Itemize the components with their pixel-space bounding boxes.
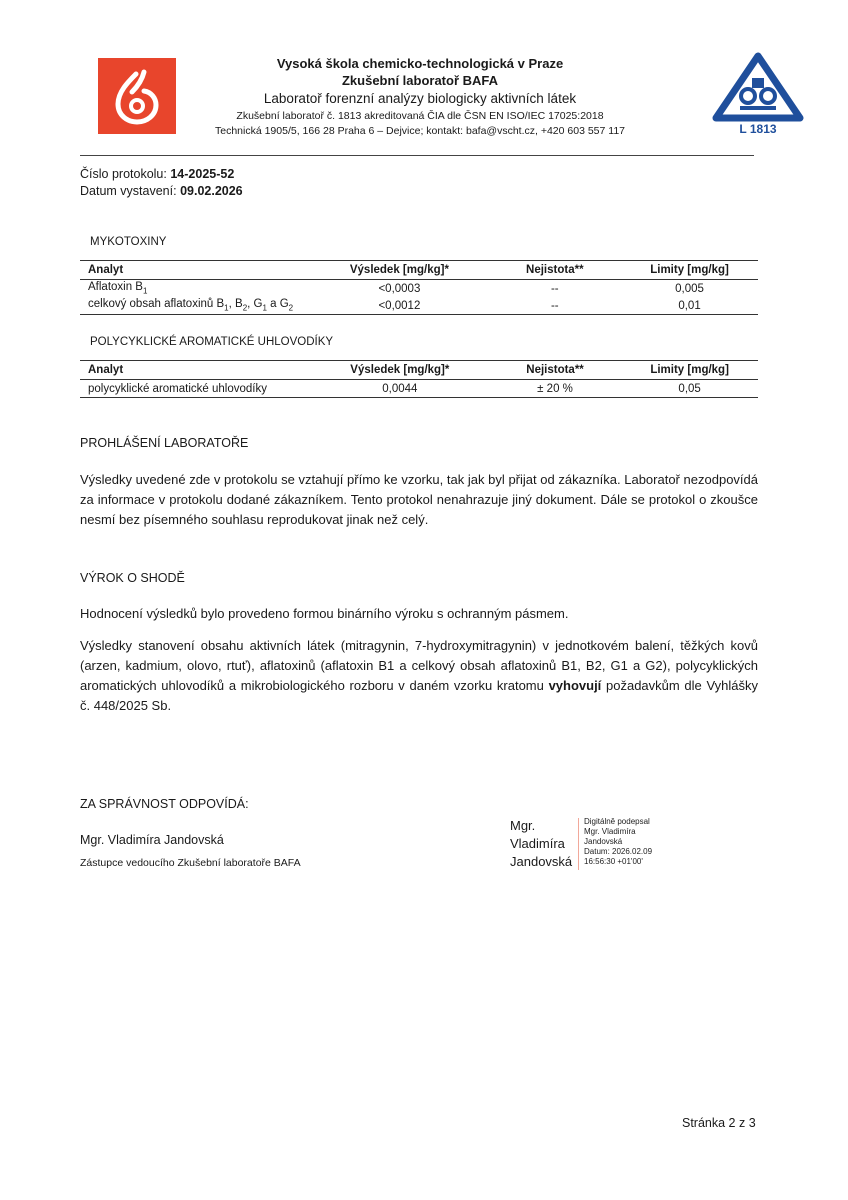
signature-details: Digitálně podepsal Mgr. Vladimíra Jandovská Datum: 2026.02.09 16:56:30 +01'00' xyxy=(584,817,653,866)
page-number: Stránka 2 z 3 xyxy=(682,1116,756,1130)
col-result: Výsledek [mg/kg]* xyxy=(311,361,489,380)
conformity-heading: VÝROK O SHODĚ xyxy=(80,571,185,585)
conformity-para1: Hodnocení výsledků bylo provedeno formou binárního výroku s ochranným pásmem. xyxy=(80,606,569,621)
uncertainty-cell: -- xyxy=(550,282,559,295)
pah-heading: POLYCYKLICKÉ AROMATICKÉ UHLOVODÍKY xyxy=(90,336,334,348)
col-analyte: Analyt xyxy=(80,361,311,380)
result-cell: 0,0044 xyxy=(311,380,489,398)
col-analyte: Analyt xyxy=(80,261,310,280)
signature-name: Mgr. Vladimíra Jandovská xyxy=(510,818,573,869)
header-block xyxy=(180,55,660,139)
cia-accreditation-icon xyxy=(712,52,804,136)
uncertainty-cell: -- xyxy=(489,297,622,315)
header-divider xyxy=(80,155,754,156)
signature-divider xyxy=(578,818,579,870)
mycotoxins-heading: MYKOTOXINY xyxy=(90,236,167,248)
conformity-para2: Výsledky stanovení obsahu aktivních látek (mitragynin, 7-hydroxymitragynin) v jednotkovém balení, těžkých kovů (arzen, kadmium, olovo, rtuť), aflatoxinů (aflatoxin B1 a celkový obsah aflatoxinů B1, B2, G1 a G2), polycyklických aromatických uhlovodíků a mikrobiologického rozboru v daném vzorku kratomu vyhovují požadavkům dle Vyhlášky č. 448/2025 Sb. xyxy=(80,638,758,713)
responsible-name: Mgr. Vladimíra Jandovská xyxy=(80,833,224,847)
table-row xyxy=(80,380,758,398)
table-header-row xyxy=(80,361,758,380)
limit-cell: 0,01 xyxy=(621,297,758,315)
declaration-text: Výsledky uvedené zde v protokolu se vztahují přímo ke vzorku, tak jak byl přijat od zákazníka. Laboratoř nezodpovídá za informace v protokolu dodané zákazníkem. Tento protokol nenahrazuje jiný dokument. Dále se protokol o zkoušce nesmí bez písemného souhlasu reprodukovat jinak než celý. xyxy=(80,472,758,527)
col-limit: Limity [mg/kg] xyxy=(621,361,758,380)
accreditation-logo xyxy=(712,52,804,136)
table-row xyxy=(80,297,758,315)
analyte-cell: celkový obsah aflatoxinů $B_1$, $B_2$, $G_1$ a $G_2$ xyxy=(80,297,310,315)
address-line: Technická 1905/5, 166 28 Praha 6 – Dejvice; kontakt: bafa@vscht.cz, +420 603 557 117 xyxy=(214,125,626,137)
vscht-logo xyxy=(98,58,176,134)
table-header-row xyxy=(80,261,758,280)
result-cell: <0,0012 xyxy=(310,297,488,315)
svg-text:L 1813: L 1813 xyxy=(739,122,777,136)
limit-cell: 0,005 xyxy=(675,282,704,295)
analyte-cell: Aflatoxin $B_1$ xyxy=(88,281,148,296)
col-uncertainty: Nejistota** xyxy=(489,261,622,280)
university-name: Vysoká škola chemicko-technologická v Praze xyxy=(276,56,564,71)
col-result: Výsledek [mg/kg]* xyxy=(310,261,488,280)
table-row xyxy=(80,280,758,298)
issue-date: Datum vystavení: 09.02.2026 xyxy=(80,184,243,198)
pah-table xyxy=(80,360,758,398)
uncertainty-cell: ± 20 % xyxy=(489,380,621,398)
col-uncertainty: Nejistota** xyxy=(489,361,621,380)
limit-cell: 0,05 xyxy=(621,380,758,398)
result-cell: <0,0003 xyxy=(378,282,421,295)
mycotoxins-table xyxy=(80,260,758,315)
responsible-role: Zástupce vedoucího Zkušební laboratoře BAFA xyxy=(80,857,301,869)
lab-name: Zkušební laboratoř BAFA xyxy=(341,73,499,88)
protocol-number: Číslo protokolu: 14-2025-52 xyxy=(80,167,235,181)
col-limit: Limity [mg/kg] xyxy=(621,261,758,280)
vscht-logo-icon xyxy=(98,58,176,134)
lab-department: Laboratoř forenzní analýzy biologicky aktivních látek xyxy=(263,91,577,106)
responsible-heading: ZA SPRÁVNOST ODPOVÍDÁ: xyxy=(80,797,249,811)
declaration-heading: PROHLÁŠENÍ LABORATOŘE xyxy=(80,436,249,450)
accreditation-line: Zkušební laboratoř č. 1813 akreditovaná ČIA dle ČSN EN ISO/IEC 17025:2018 xyxy=(236,110,604,122)
analyte-cell: polycyklické aromatické uhlovodíky xyxy=(80,380,311,398)
